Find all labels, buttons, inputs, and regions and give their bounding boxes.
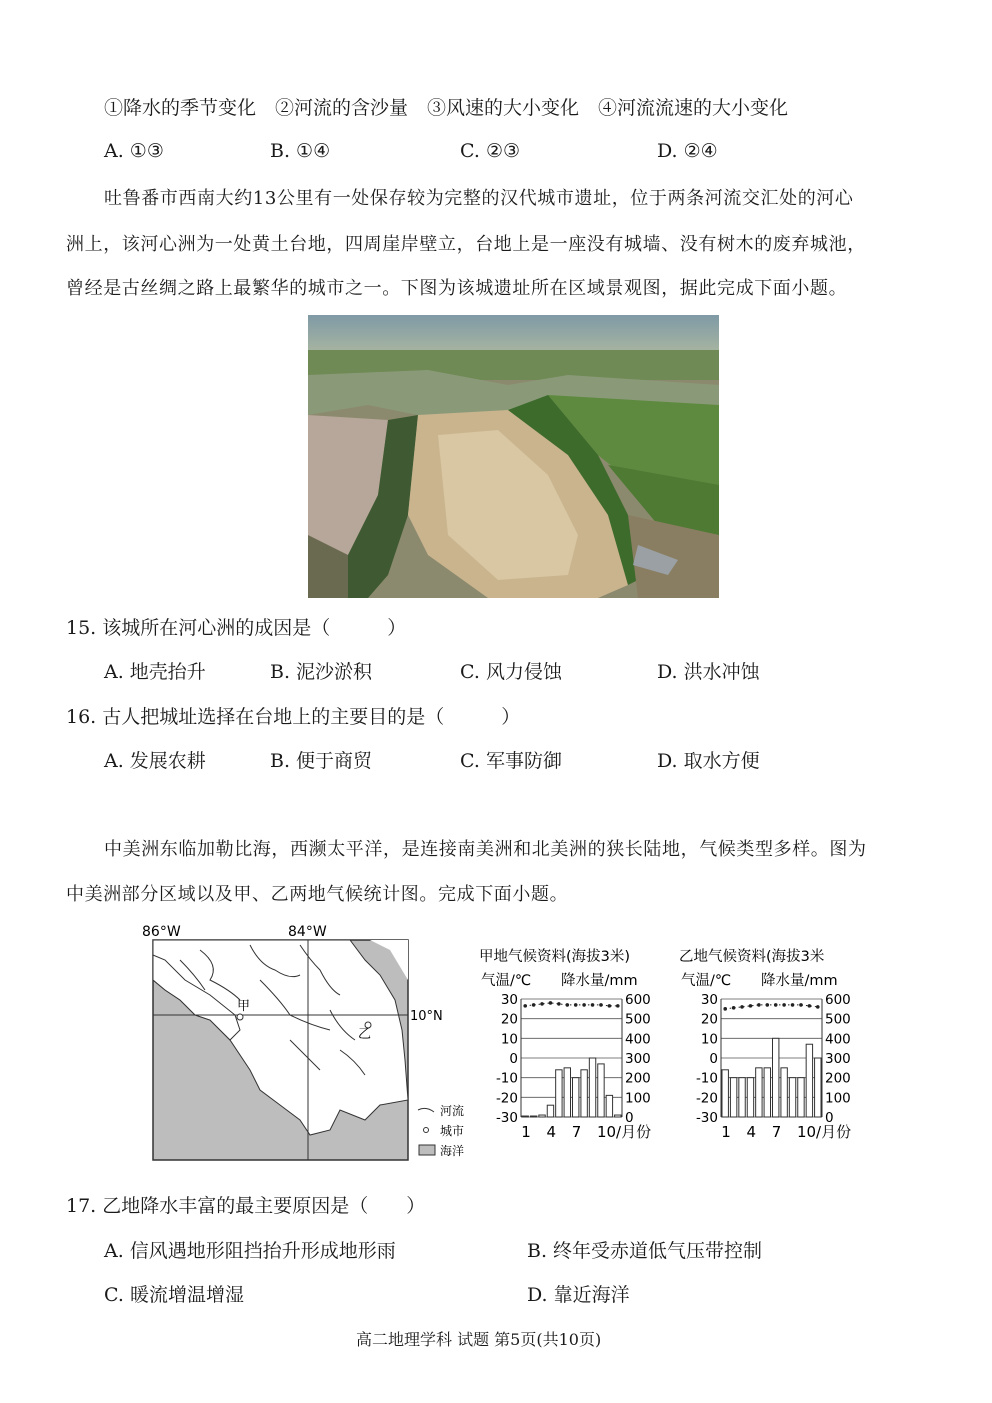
x-tick: 7 [571,1123,582,1141]
y-left-label: 气温/℃ [481,973,532,989]
y-right-tick: 0 [625,1110,634,1126]
lon-label-right: 84°W [288,924,327,940]
temperature-line [725,1005,818,1009]
y-left-tick: -20 [495,1090,518,1107]
precip-bar [615,1115,621,1117]
y-right-tick: 200 [625,1070,651,1087]
passage1-line3: 曾经是古丝绸之路上最繁华的城市之一。下图为该城遗址所在区域景观图，据此完成下面小题。 [66,278,848,299]
legend-city-icon [424,1128,429,1133]
temperature-point [799,1003,803,1007]
lon-label-left: 86°W [142,924,181,940]
y-left-tick: 10 [700,1031,718,1048]
option-c: C. ②③ [460,140,521,162]
q15-stem: 15. 该城所在河心洲的成因是（ ） [66,617,407,639]
page-footer: 高二地理学科 试题 第5页(共10页) [356,1330,602,1349]
y-left-tick: 30 [700,992,718,1008]
temperature-point [765,1003,769,1007]
precip-bar [756,1068,762,1117]
y-right-label: 降水量/mm [561,973,638,989]
precip-bar [815,1058,821,1117]
y-left-tick: -20 [695,1090,718,1107]
y-right-tick: 400 [625,1031,651,1048]
precip-bar [747,1078,753,1117]
q16-option-d: D. 取水方便 [657,750,760,772]
precip-bar [798,1078,804,1117]
temperature-point [582,1003,586,1007]
y-right-tick: 300 [825,1051,851,1067]
temperature-point [574,1003,578,1007]
y-right-tick: 600 [825,992,851,1008]
precip-bar [547,1105,553,1117]
precip-bar [564,1068,570,1117]
city-jia-marker [237,1014,243,1020]
q16-option-c: C. 军事防御 [460,750,562,772]
precip-bar [573,1078,579,1117]
y-right-tick: 300 [625,1051,651,1067]
climate-chart-yi [677,945,872,1175]
precip-bar [773,1038,779,1117]
temperature-point [816,1005,820,1009]
city-yi-label: 乙 [358,1027,372,1042]
precip-bar [556,1070,562,1117]
q17-option-d: D. 靠近海洋 [527,1284,630,1306]
landscape-photo [308,315,719,598]
question-items: ①降水的季节变化 ②河流的含沙量 ③风速的大小变化 ④河流流速的大小变化 [104,97,789,119]
temperature-point [757,1003,761,1007]
temperature-point [782,1003,786,1007]
y-right-tick: 200 [825,1070,851,1087]
y-left-tick: 30 [500,992,518,1008]
y-left-tick: -30 [495,1110,518,1126]
option-a: A. ①③ [104,140,164,162]
temperature-point [749,1004,753,1008]
temperature-point [523,1004,527,1008]
y-left-tick: -10 [695,1070,718,1087]
q15-option-b: B. 泥沙淤积 [270,661,373,683]
y-left-tick: 0 [509,1051,518,1067]
passage1-line2: 洲上，该河心洲为一处黄土台地，四周崖岸壁立，台地上是一座没有城墙、没有树木的废弃城池， [66,234,866,255]
y-right-tick: 600 [625,992,651,1008]
q17-option-b: B. 终年受赤道低气压带控制 [527,1240,763,1262]
temperature-point [532,1003,536,1007]
y-right-tick: 100 [625,1090,651,1107]
x-tick: 4 [746,1123,757,1141]
x-tick: 10/月份 [796,1123,852,1141]
q16-stem: 16. 古人把城址选择在台地上的主要目的是（ ） [66,706,521,728]
city-jia-label: 甲 [237,999,251,1014]
q15-option-d: D. 洪水冲蚀 [657,661,760,683]
precip-bar [530,1116,536,1117]
temperature-point [557,1002,561,1006]
y-left-label: 气温/℃ [681,973,732,989]
precip-bar [806,1044,812,1117]
temperature-point [740,1005,744,1009]
y-left-tick: 20 [700,1011,718,1028]
q17-stem: 17. 乙地降水丰富的最主要原因是（ ） [66,1195,426,1217]
legend-river-icon [418,1108,434,1112]
precip-bar [598,1064,604,1117]
y-left-tick: -10 [495,1070,518,1087]
x-tick: 7 [771,1123,782,1141]
y-left-tick: 20 [500,1011,518,1028]
y-right-tick: 0 [825,1110,834,1126]
q15-option-c: C. 风力侵蚀 [460,661,562,683]
precip-bar [739,1078,745,1117]
x-tick: 1 [721,1123,731,1141]
precip-bar [789,1078,795,1117]
chart-title: 乙地气候资料(海拔3米 [679,949,825,965]
temperature-point [549,1001,553,1005]
precip-bar [581,1070,587,1117]
temperature-point [723,1007,727,1011]
y-left-tick: -30 [695,1110,718,1126]
climate-chart-jia [477,945,672,1175]
temperature-point [608,1004,612,1008]
q16-option-a: A. 发展农耕 [104,750,206,772]
y-left-tick: 0 [709,1051,718,1067]
q16-option-b: B. 便于商贸 [270,750,373,772]
y-left-tick: 10 [500,1031,518,1048]
y-right-tick: 400 [825,1031,851,1048]
temperature-point [599,1003,603,1007]
x-tick: 10/月份 [596,1123,652,1141]
temperature-point [540,1002,544,1006]
precip-bar [730,1078,736,1117]
y-right-label: 降水量/mm [761,973,838,989]
q15-option-a: A. 地壳抬升 [104,661,206,683]
temperature-line [525,1003,618,1006]
precip-bar [589,1058,595,1117]
precip-bar [539,1115,545,1117]
temperature-point [616,1004,620,1008]
passage2-line1: 中美洲东临加勒比海，西濒太平洋，是连接南美洲和北美洲的狭长陆地，气候类型多样。图为 [104,839,867,860]
precip-bar [781,1068,787,1117]
temperature-point [565,1003,569,1007]
central-america-map [140,920,475,1165]
precip-bar [606,1095,612,1117]
legend-ocean: 海洋 [440,1144,465,1158]
q17-option-c: C. 暖流增温增湿 [104,1284,244,1306]
precip-bar [522,1116,528,1117]
legend-ocean-icon [419,1145,435,1155]
temperature-point [791,1003,795,1007]
q17-option-a: A. 信风遇地形阻挡抬升形成地形雨 [104,1240,396,1262]
precip-bar [764,1068,770,1117]
legend-river: 河流 [440,1104,465,1118]
temperature-point [732,1006,736,1010]
x-tick: 1 [521,1123,531,1141]
option-b: B. ①④ [270,140,331,162]
temperature-point [808,1004,812,1008]
passage1-line1: 吐鲁番市西南大约13公里有一处保存较为完整的汉代城市遗址，位于两条河流交汇处的河心 [104,188,854,209]
y-right-tick: 500 [625,1011,651,1028]
legend-city: 城市 [440,1124,465,1138]
temperature-point [774,1003,778,1007]
x-tick: 4 [546,1123,557,1141]
passage2-line2: 中美洲部分区域以及甲、乙两地气候统计图。完成下面小题。 [66,884,569,905]
option-d: D. ②④ [657,140,718,162]
chart-title: 甲地气候资料(海拔3米) [479,949,631,965]
y-right-tick: 100 [825,1090,851,1107]
precip-bar [722,1070,728,1117]
lat-label: 10°N [410,1009,443,1024]
y-right-tick: 500 [825,1011,851,1028]
temperature-point [591,1003,595,1007]
